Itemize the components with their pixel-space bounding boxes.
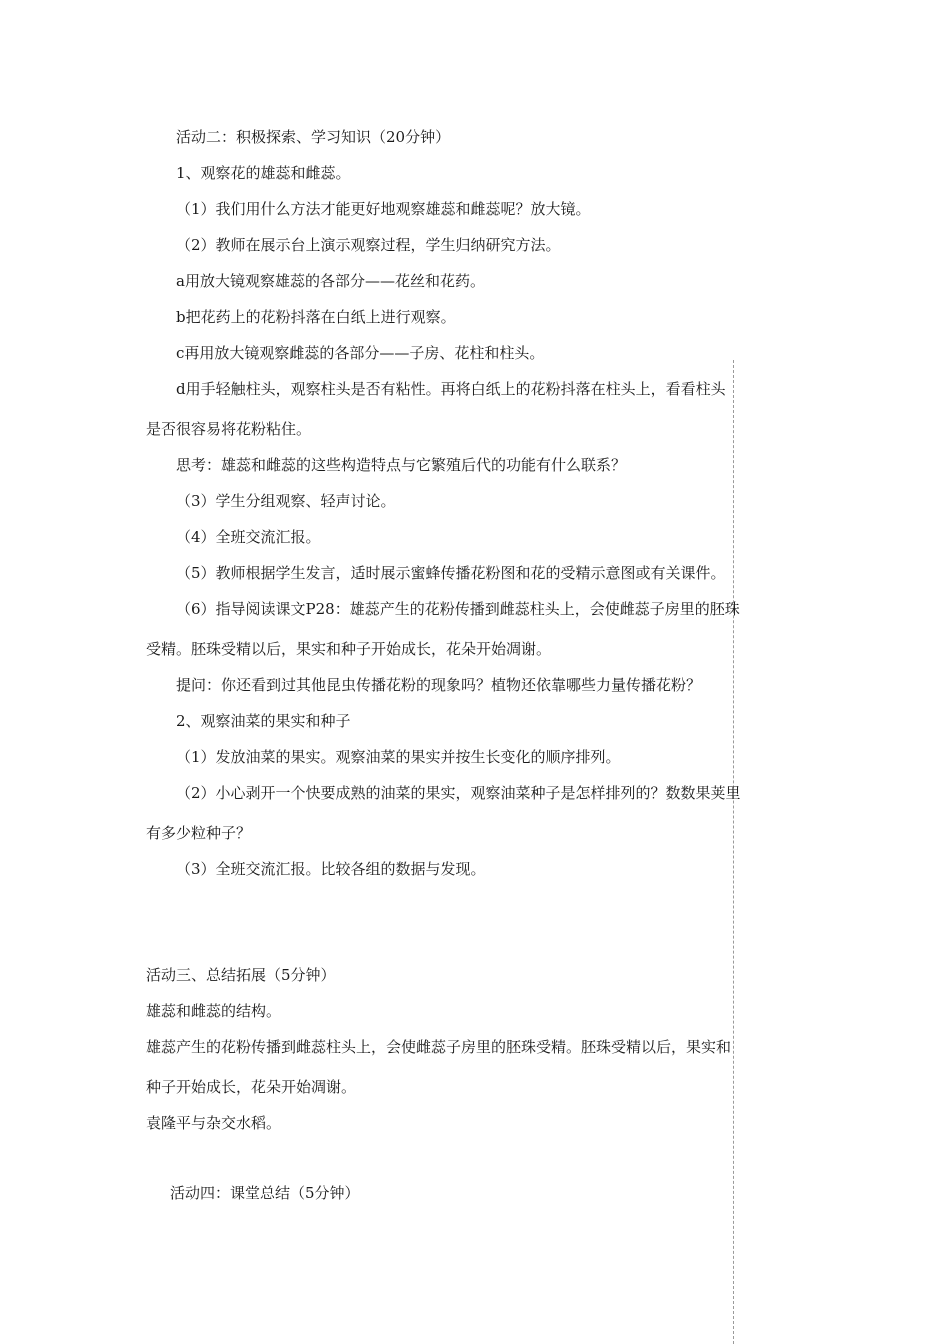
step-b: b把花药上的花粉抖落在白纸上进行观察。 bbox=[176, 308, 456, 326]
question-6-line2: 受精。胚珠受精以后，果实和种子开始成长，花朵开始凋谢。 bbox=[146, 640, 552, 658]
question-5: （5）教师根据学生发言，适时展示蜜蜂传播花粉图和花的受精示意图或有关课件。 bbox=[176, 564, 726, 582]
think-question: 思考：雄蕊和雌蕊的这些构造特点与它繁殖后代的功能有什么联系？ bbox=[176, 456, 627, 474]
question-3: （3）学生分组观察、轻声讨论。 bbox=[176, 492, 396, 510]
question-2: （2）教师在展示台上演示观察过程，学生归纳研究方法。 bbox=[176, 236, 561, 254]
page-margin-guide bbox=[733, 360, 734, 1344]
question-1: （1）我们用什么方法才能更好地观察雄蕊和雌蕊呢？放大镜。 bbox=[176, 200, 591, 218]
ask-question: 提问：你还看到过其他昆虫传播花粉的现象吗？植物还依靠哪些力量传播花粉？ bbox=[176, 676, 702, 694]
activity3-line4: 袁隆平与杂交水稻。 bbox=[146, 1114, 282, 1132]
rapeseed-step-3: （3）全班交流汇报。比较各组的数据与发现。 bbox=[176, 860, 486, 878]
step-d-line2: 是否很容易将花粉粘住。 bbox=[146, 420, 312, 438]
step-a: a用放大镜观察雄蕊的各部分——花丝和花药。 bbox=[176, 272, 485, 290]
observe-flower-item: 1、观察花的雄蕊和雌蕊。 bbox=[176, 164, 351, 182]
activity3-line3: 种子开始成长，花朵开始凋谢。 bbox=[146, 1078, 357, 1096]
rapeseed-step-2-line1: （2）小心剥开一个快要成熟的油菜的果实，观察油菜种子是怎样排列的？数数果荚里 bbox=[176, 784, 741, 802]
rapeseed-step-2-line2: 有多少粒种子？ bbox=[146, 824, 252, 842]
activity3-line1: 雄蕊和雌蕊的结构。 bbox=[146, 1002, 282, 1020]
observe-rapeseed-item: 2、观察油菜的果实和种子 bbox=[176, 712, 351, 730]
activity4-heading: 活动四：课堂总结（5分钟） bbox=[170, 1184, 360, 1202]
question-6-line1: （6）指导阅读课文P28：雄蕊产生的花粉传播到雌蕊柱头上，会使雌蕊子房里的胚珠 bbox=[176, 600, 740, 618]
rapeseed-step-1: （1）发放油菜的果实。观察油菜的果实并按生长变化的顺序排列。 bbox=[176, 748, 621, 766]
step-d-line1: d用手轻触柱头，观察柱头是否有粘性。再将白纸上的花粉抖落在柱头上，看看柱头 bbox=[176, 380, 726, 398]
step-c: c再用放大镜观察雌蕊的各部分——子房、花柱和柱头。 bbox=[176, 344, 545, 362]
activity2-heading: 活动二：积极探索、学习知识（20分钟） bbox=[176, 128, 451, 146]
question-4: （4）全班交流汇报。 bbox=[176, 528, 321, 546]
activity3-line2: 雄蕊产生的花粉传播到雌蕊柱头上，会使雌蕊子房里的胚珠受精。胚珠受精以后，果实和 bbox=[146, 1038, 732, 1056]
activity3-heading: 活动三、总结拓展（5分钟） bbox=[146, 966, 336, 984]
